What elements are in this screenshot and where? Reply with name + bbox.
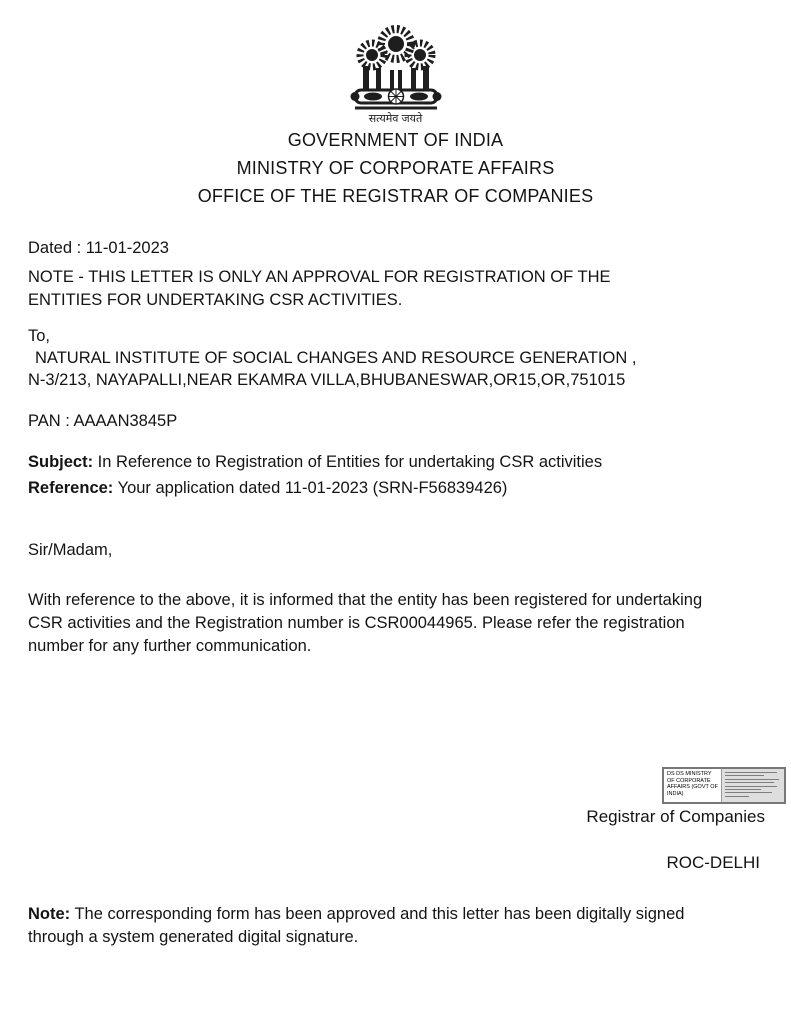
signer-title: Registrar of Companies [586,807,765,826]
digital-signature-stamp [662,767,786,804]
header-government-of-india: GOVERNMENT OF INDIA [287,130,504,150]
body-line-3: number for any further communication. [28,637,312,655]
reference-text: Your application dated 11-01-2023 (SRN-F56839426) [113,479,508,497]
to-label: To, [28,327,51,345]
emblem-caption: सत्यमेव जयते [368,113,423,125]
footer-note-label: Note: [28,905,71,923]
reference-label: Reference: [28,479,114,497]
dated-line: Dated : 11-01-2023 [28,239,169,257]
footer-note [28,903,773,949]
emblem-wrapper [0,22,791,117]
pan-line: PAN : AAAAN3845P [28,412,178,430]
subject-text: In Reference to Registration of Entities for undertaking CSR activities [93,453,603,471]
subject-label: Subject: [28,453,94,471]
approval-note-line-1: NOTE - THIS LETTER IS ONLY AN APPROVAL FOR REGISTRATION OF THE [28,268,611,286]
body-paragraph [28,589,773,658]
approval-note-line-2: ENTITIES FOR UNDERTAKING CSR ACTIVITIES. [28,291,403,309]
reference-line [28,477,507,500]
body-line-1: With reference to the above, it is informed that the entity has been registered for undertaking [28,591,703,609]
national-emblem-icon [343,22,449,112]
signer-office: ROC-DELHI [666,853,760,872]
digital-signature-stamp-details [721,769,784,802]
salutation: Sir/Madam, [28,541,113,559]
footer-note-line-2: through a system generated digital signature. [28,928,359,946]
approval-note [28,266,748,312]
subject-line [28,451,602,474]
header-office: OFFICE OF THE REGISTRAR OF COMPANIES [197,186,594,206]
recipient-name: NATURAL INSTITUTE OF SOCIAL CHANGES AND RESOURCE GENERATION , [35,349,637,367]
footer-note-text-1: The corresponding form has been approved and this letter has been digitally signed [70,905,685,923]
footer-note-line-1 [28,903,773,926]
recipient-address: N-3/213, NAYAPALLI,NEAR EKAMRA VILLA,BHUBANESWAR,OR15,OR,751015 [28,371,626,389]
digital-signature-stamp-text: DS DS MINISTRY OF CORPORATE AFFAIRS (GOVT OF INDIA) [667,771,718,797]
header-ministry: MINISTRY OF CORPORATE AFFAIRS [236,158,555,178]
body-line-2: CSR activities and the Registration number is CSR00044965. Please refer the registration [28,614,685,632]
